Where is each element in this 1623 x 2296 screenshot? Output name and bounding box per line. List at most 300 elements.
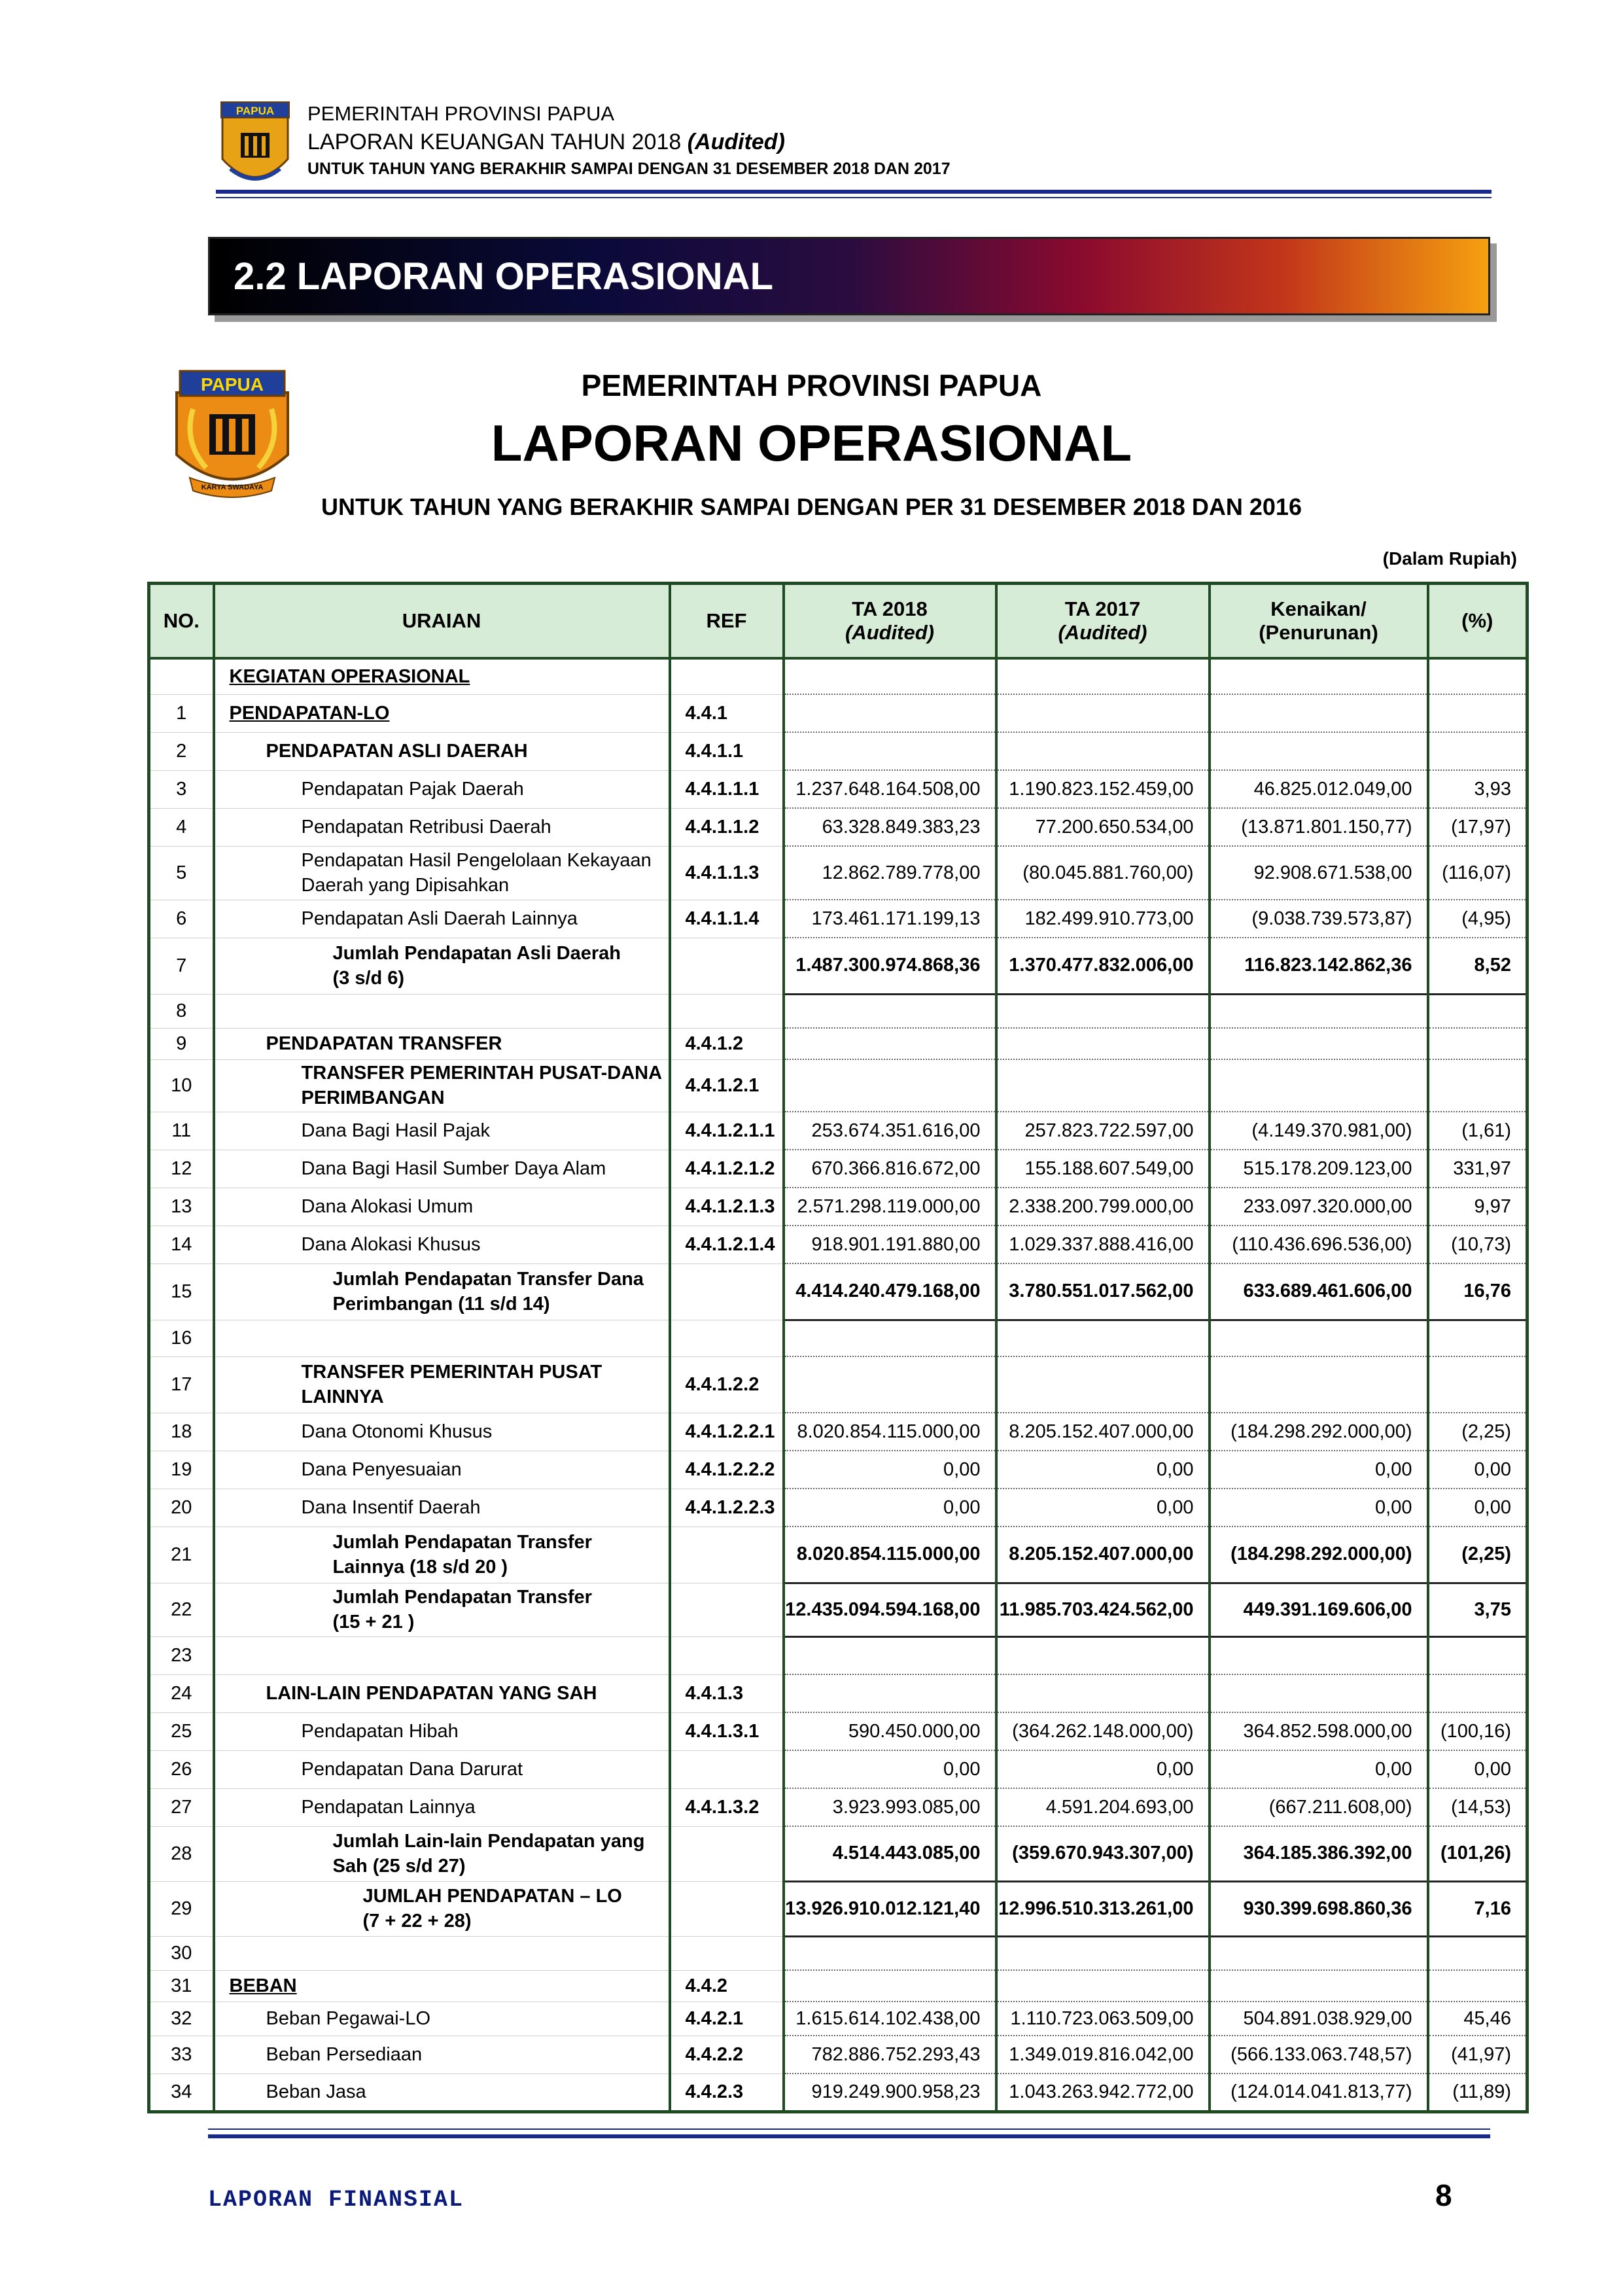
table-row bbox=[149, 694, 1527, 732]
row-pct: 0,00 bbox=[1428, 1750, 1527, 1788]
row-description-line: KEGIATAN OPERASIONAL bbox=[229, 666, 470, 688]
row-ref bbox=[670, 1936, 784, 1970]
row-number: 9 bbox=[149, 1028, 214, 1059]
table-row bbox=[149, 2002, 1527, 2036]
header-ta2017-audited: (Audited) bbox=[1058, 621, 1147, 644]
row-ta2017: 1.370.477.832.006,00 bbox=[996, 938, 1210, 994]
row-ref: 4.4.1.2.1.3 bbox=[670, 1188, 784, 1226]
row-description bbox=[214, 1356, 670, 1413]
row-pct bbox=[1428, 694, 1527, 732]
row-number: 19 bbox=[149, 1451, 214, 1489]
row-number: 4 bbox=[149, 808, 214, 846]
row-ta2018: 2.571.298.119.000,00 bbox=[784, 1188, 996, 1226]
header-report-main: LAPORAN KEUANGAN TAHUN 2018 bbox=[307, 130, 688, 154]
row-description bbox=[214, 1226, 670, 1263]
row-pct: (10,73) bbox=[1428, 1226, 1527, 1263]
header-ref: REF bbox=[670, 584, 784, 659]
row-change: 92.908.671.538,00 bbox=[1210, 846, 1428, 900]
table-row bbox=[149, 1826, 1527, 1881]
row-description bbox=[214, 1527, 670, 1583]
row-pct bbox=[1428, 1320, 1527, 1356]
table-row bbox=[149, 1881, 1527, 1936]
row-ta2017 bbox=[996, 1320, 1210, 1356]
table-body bbox=[149, 658, 1527, 2111]
row-ta2017: 77.200.650.534,00 bbox=[996, 808, 1210, 846]
row-pct: 3,75 bbox=[1428, 1583, 1527, 1636]
row-pct: (17,97) bbox=[1428, 808, 1527, 846]
row-ref: 4.4.1.2.2.2 bbox=[670, 1451, 784, 1489]
row-description bbox=[214, 1826, 670, 1881]
row-pct bbox=[1428, 1356, 1527, 1413]
row-ta2017: 1.043.263.942.772,00 bbox=[996, 2074, 1210, 2111]
row-ta2018: 13.926.910.012.121,40 bbox=[784, 1881, 996, 1936]
row-ta2017: 182.499.910.773,00 bbox=[996, 900, 1210, 938]
row-ta2018: 0,00 bbox=[784, 1489, 996, 1527]
row-ta2018 bbox=[784, 1674, 996, 1712]
row-ref bbox=[670, 994, 784, 1028]
row-ta2018 bbox=[784, 732, 996, 770]
row-ta2018: 918.901.191.880,00 bbox=[784, 1226, 996, 1263]
row-number: 30 bbox=[149, 1936, 214, 1970]
row-number: 14 bbox=[149, 1226, 214, 1263]
row-pct: (14,53) bbox=[1428, 1788, 1527, 1826]
table-row bbox=[149, 938, 1527, 994]
row-change bbox=[1210, 1356, 1428, 1413]
row-ref: 4.4.1.1.2 bbox=[670, 808, 784, 846]
row-pct: 45,46 bbox=[1428, 2002, 1527, 2036]
row-ta2017: 1.190.823.152.459,00 bbox=[996, 770, 1210, 808]
row-ta2018 bbox=[784, 1636, 996, 1674]
row-description-line: TRANSFER PEMERINTAH PUSAT-DANA bbox=[301, 1063, 663, 1084]
row-ref bbox=[670, 1750, 784, 1788]
row-ta2018: 1.237.648.164.508,00 bbox=[784, 770, 996, 808]
row-pct: (41,97) bbox=[1428, 2036, 1527, 2074]
row-ta2018: 0,00 bbox=[784, 1451, 996, 1489]
row-description bbox=[214, 1451, 670, 1489]
table-row bbox=[149, 1636, 1527, 1674]
row-ref: 4.4.2.1 bbox=[670, 2002, 784, 2036]
row-number: 28 bbox=[149, 1826, 214, 1881]
title-logo-text: PAPUA bbox=[201, 374, 264, 395]
row-ta2018 bbox=[784, 1936, 996, 1970]
row-ta2018 bbox=[784, 1028, 996, 1059]
row-description-line: Dana Otonomi Khusus bbox=[301, 1421, 493, 1442]
row-ta2018: 0,00 bbox=[784, 1750, 996, 1788]
row-description-line: Jumlah Pendapatan Transfer bbox=[332, 1587, 592, 1608]
row-description-line: TRANSFER PEMERINTAH PUSAT bbox=[301, 1362, 602, 1383]
row-ta2017: 0,00 bbox=[996, 1489, 1210, 1527]
row-description-line: Dana Alokasi Umum bbox=[301, 1196, 474, 1217]
row-number: 34 bbox=[149, 2074, 214, 2111]
row-description-line: Beban Jasa bbox=[266, 2081, 366, 2102]
header-report-audited: (Audited) bbox=[687, 130, 785, 154]
row-ta2017 bbox=[996, 694, 1210, 732]
row-ta2018 bbox=[784, 994, 996, 1028]
row-description bbox=[214, 658, 670, 694]
row-description-line: PERIMBANGAN bbox=[301, 1087, 445, 1108]
papua-crest-logo-small bbox=[216, 97, 294, 195]
row-ta2017: 8.205.152.407.000,00 bbox=[996, 1413, 1210, 1451]
table-row bbox=[149, 1226, 1527, 1263]
footer-rule-thin bbox=[208, 2128, 1490, 2130]
row-description-line: Pendapatan Dana Darurat bbox=[301, 1759, 523, 1780]
row-ta2017: 1.349.019.816.042,00 bbox=[996, 2036, 1210, 2074]
header-ta2018 bbox=[784, 584, 996, 659]
table-row bbox=[149, 1788, 1527, 1826]
row-ref: 4.4.1.2.1 bbox=[670, 1059, 784, 1112]
row-number bbox=[149, 658, 214, 694]
row-description bbox=[214, 1788, 670, 1826]
row-pct bbox=[1428, 1028, 1527, 1059]
row-change bbox=[1210, 732, 1428, 770]
row-change: (110.436.696.536,00) bbox=[1210, 1226, 1428, 1263]
row-number: 22 bbox=[149, 1583, 214, 1636]
row-description bbox=[214, 2036, 670, 2074]
row-ta2017: 12.996.510.313.261,00 bbox=[996, 1881, 1210, 1936]
table-row bbox=[149, 1263, 1527, 1320]
row-description bbox=[214, 1112, 670, 1150]
row-ref bbox=[670, 1826, 784, 1881]
table-row bbox=[149, 994, 1527, 1028]
row-change bbox=[1210, 1059, 1428, 1112]
row-ref: 4.4.2.3 bbox=[670, 2074, 784, 2111]
row-pct bbox=[1428, 1936, 1527, 1970]
row-description bbox=[214, 2002, 670, 2036]
row-pct: 331,97 bbox=[1428, 1150, 1527, 1188]
row-ref: 4.4.1.3 bbox=[670, 1674, 784, 1712]
row-change: 364.852.598.000,00 bbox=[1210, 1712, 1428, 1750]
row-description-line: (15 + 21 ) bbox=[332, 1612, 415, 1633]
row-change: 504.891.038.929,00 bbox=[1210, 2002, 1428, 2036]
row-description-line: Pendapatan Pajak Daerah bbox=[301, 779, 524, 800]
row-ta2017 bbox=[996, 1059, 1210, 1112]
row-change bbox=[1210, 1320, 1428, 1356]
row-pct: (100,16) bbox=[1428, 1712, 1527, 1750]
row-ta2017: 1.110.723.063.509,00 bbox=[996, 2002, 1210, 2036]
row-number: 21 bbox=[149, 1527, 214, 1583]
row-pct: (1,61) bbox=[1428, 1112, 1527, 1150]
row-change: 449.391.169.606,00 bbox=[1210, 1583, 1428, 1636]
row-number: 16 bbox=[149, 1320, 214, 1356]
row-pct bbox=[1428, 1636, 1527, 1674]
row-ta2018 bbox=[784, 1356, 996, 1413]
row-change: 233.097.320.000,00 bbox=[1210, 1188, 1428, 1226]
row-description bbox=[214, 1970, 670, 2002]
row-change bbox=[1210, 1936, 1428, 1970]
row-ta2017 bbox=[996, 1936, 1210, 1970]
row-ref bbox=[670, 658, 784, 694]
row-description bbox=[214, 1674, 670, 1712]
row-pct bbox=[1428, 1970, 1527, 2002]
table-row bbox=[149, 1028, 1527, 1059]
row-description bbox=[214, 1489, 670, 1527]
row-ta2017: (364.262.148.000,00) bbox=[996, 1712, 1210, 1750]
row-description-line: Perimbangan (11 s/d 14) bbox=[332, 1294, 550, 1315]
row-change bbox=[1210, 1674, 1428, 1712]
row-ta2017 bbox=[996, 994, 1210, 1028]
row-number: 10 bbox=[149, 1059, 214, 1112]
table-header-row bbox=[149, 584, 1527, 659]
row-description-line: Pendapatan Hasil Pengelolaan Kekayaan bbox=[301, 850, 652, 871]
row-description bbox=[214, 994, 670, 1028]
row-ta2017 bbox=[996, 1674, 1210, 1712]
row-ref: 4.4.2.2 bbox=[670, 2036, 784, 2074]
row-ref: 4.4.1.2.2.1 bbox=[670, 1413, 784, 1451]
row-pct bbox=[1428, 732, 1527, 770]
table-row bbox=[149, 1712, 1527, 1750]
row-ta2017: 11.985.703.424.562,00 bbox=[996, 1583, 1210, 1636]
header-period: UNTUK TAHUN YANG BERAKHIR SAMPAI DENGAN 31 DESEMBER 2018 DAN 2017 bbox=[307, 160, 951, 178]
row-change bbox=[1210, 694, 1428, 732]
row-pct: (2,25) bbox=[1428, 1413, 1527, 1451]
row-number: 31 bbox=[149, 1970, 214, 2002]
row-ref bbox=[670, 1636, 784, 1674]
row-ta2018: 782.886.752.293,43 bbox=[784, 2036, 996, 2074]
row-description-line: Dana Penyesuaian bbox=[301, 1459, 462, 1480]
table-row bbox=[149, 1583, 1527, 1636]
header-entity: PEMERINTAH PROVINSI PAPUA bbox=[307, 102, 615, 125]
row-description bbox=[214, 1263, 670, 1320]
row-ref: 4.4.1.1.3 bbox=[670, 846, 784, 900]
currency-unit: (Dalam Rupiah) bbox=[1382, 548, 1517, 569]
row-number: 8 bbox=[149, 994, 214, 1028]
row-description bbox=[214, 1413, 670, 1451]
row-ref: 4.4.1.1 bbox=[670, 732, 784, 770]
table-row bbox=[149, 1112, 1527, 1150]
row-description-line: Beban Pegawai-LO bbox=[266, 2008, 430, 2029]
row-pct: (101,26) bbox=[1428, 1826, 1527, 1881]
report-entity: PEMERINTAH PROVINSI PAPUA bbox=[581, 368, 1042, 402]
row-number: 27 bbox=[149, 1788, 214, 1826]
row-pct: 16,76 bbox=[1428, 1263, 1527, 1320]
row-ta2018: 253.674.351.616,00 bbox=[784, 1112, 996, 1150]
row-change: (4.149.370.981,00) bbox=[1210, 1112, 1428, 1150]
row-number: 23 bbox=[149, 1636, 214, 1674]
row-description-line: Sah (25 s/d 27) bbox=[332, 1856, 466, 1877]
row-pct: (116,07) bbox=[1428, 846, 1527, 900]
row-number: 7 bbox=[149, 938, 214, 994]
row-number: 5 bbox=[149, 846, 214, 900]
table-row bbox=[149, 1188, 1527, 1226]
row-pct: (2,25) bbox=[1428, 1527, 1527, 1583]
row-description bbox=[214, 732, 670, 770]
row-description-line: Dana Insentif Daerah bbox=[301, 1497, 481, 1518]
header-ta2018-audited: (Audited) bbox=[845, 621, 935, 644]
row-description bbox=[214, 1712, 670, 1750]
row-ta2018: 590.450.000,00 bbox=[784, 1712, 996, 1750]
row-number: 29 bbox=[149, 1881, 214, 1936]
row-description bbox=[214, 2074, 670, 2111]
row-description bbox=[214, 1636, 670, 1674]
page-number: 8 bbox=[1435, 2178, 1452, 2212]
row-ref bbox=[670, 1320, 784, 1356]
row-change: (9.038.739.573,87) bbox=[1210, 900, 1428, 938]
row-description bbox=[214, 694, 670, 732]
row-ta2017: (80.045.881.760,00) bbox=[996, 846, 1210, 900]
row-number: 6 bbox=[149, 900, 214, 938]
report-title: LAPORAN OPERASIONAL bbox=[491, 414, 1132, 472]
row-description-line: BEBAN bbox=[229, 1975, 297, 1996]
row-description-line: Dana Bagi Hasil Pajak bbox=[301, 1120, 491, 1141]
row-change: 0,00 bbox=[1210, 1451, 1428, 1489]
table-row bbox=[149, 1451, 1527, 1489]
logo-text: PAPUA bbox=[236, 105, 275, 117]
row-number: 33 bbox=[149, 2036, 214, 2074]
row-ta2017 bbox=[996, 1356, 1210, 1413]
row-description bbox=[214, 770, 670, 808]
row-ta2018: 8.020.854.115.000,00 bbox=[784, 1413, 996, 1451]
row-ref: 4.4.1.3.1 bbox=[670, 1712, 784, 1750]
row-pct: 0,00 bbox=[1428, 1451, 1527, 1489]
table-row bbox=[149, 1970, 1527, 2002]
row-ta2017: 155.188.607.549,00 bbox=[996, 1150, 1210, 1188]
table-row bbox=[149, 846, 1527, 900]
row-description-line: Pendapatan Asli Daerah Lainnya bbox=[301, 908, 578, 929]
row-change: 0,00 bbox=[1210, 1750, 1428, 1788]
row-change: (184.298.292.000,00) bbox=[1210, 1527, 1428, 1583]
row-description bbox=[214, 1059, 670, 1112]
row-description-line: LAIN-LAIN PENDAPATAN YANG SAH bbox=[266, 1683, 597, 1704]
row-number: 18 bbox=[149, 1413, 214, 1451]
row-change: 930.399.698.860,36 bbox=[1210, 1881, 1428, 1936]
row-number: 11 bbox=[149, 1112, 214, 1150]
row-description bbox=[214, 938, 670, 994]
header-rule-thick bbox=[216, 190, 1492, 194]
row-ta2018 bbox=[784, 694, 996, 732]
row-description bbox=[214, 808, 670, 846]
row-description-line: Jumlah Pendapatan Asli Daerah bbox=[332, 943, 621, 964]
row-ta2018: 12.435.094.594.168,00 bbox=[784, 1583, 996, 1636]
row-change: (667.211.608,00) bbox=[1210, 1788, 1428, 1826]
row-pct: 7,16 bbox=[1428, 1881, 1527, 1936]
row-ta2017 bbox=[996, 732, 1210, 770]
row-number: 26 bbox=[149, 1750, 214, 1788]
row-ref bbox=[670, 1527, 784, 1583]
row-number: 25 bbox=[149, 1712, 214, 1750]
row-description-line: PENDAPATAN TRANSFER bbox=[266, 1033, 502, 1054]
header-ta2017 bbox=[996, 584, 1210, 659]
row-change bbox=[1210, 994, 1428, 1028]
row-description-line: Lainnya (18 s/d 20 ) bbox=[332, 1557, 508, 1578]
row-number: 2 bbox=[149, 732, 214, 770]
section-banner bbox=[208, 237, 1490, 315]
row-description-line: Pendapatan Hibah bbox=[301, 1721, 459, 1742]
row-description-line: LAINNYA bbox=[301, 1386, 384, 1407]
table-row bbox=[149, 1356, 1527, 1413]
row-ref: 4.4.1 bbox=[670, 694, 784, 732]
row-description-line: Pendapatan Lainnya bbox=[301, 1797, 476, 1818]
row-ta2017 bbox=[996, 1028, 1210, 1059]
row-ref bbox=[670, 1583, 784, 1636]
table-row bbox=[149, 1150, 1527, 1188]
header-change bbox=[1210, 584, 1428, 659]
footer-rule-thick bbox=[208, 2134, 1490, 2138]
row-change: 633.689.461.606,00 bbox=[1210, 1263, 1428, 1320]
row-ref: 4.4.2 bbox=[670, 1970, 784, 2002]
row-change bbox=[1210, 1970, 1428, 2002]
row-ta2017: 8.205.152.407.000,00 bbox=[996, 1527, 1210, 1583]
row-ta2017: (359.670.943.307,00) bbox=[996, 1826, 1210, 1881]
row-ref: 4.4.1.2.1.4 bbox=[670, 1226, 784, 1263]
row-description bbox=[214, 1320, 670, 1356]
table-row bbox=[149, 1059, 1527, 1112]
row-pct bbox=[1428, 994, 1527, 1028]
row-number: 24 bbox=[149, 1674, 214, 1712]
row-pct bbox=[1428, 1674, 1527, 1712]
row-description bbox=[214, 1881, 670, 1936]
table-row bbox=[149, 1674, 1527, 1712]
row-change: (13.871.801.150,77) bbox=[1210, 808, 1428, 846]
row-pct bbox=[1428, 1059, 1527, 1112]
row-ref bbox=[670, 1263, 784, 1320]
header-uraian: URAIAN bbox=[214, 584, 670, 659]
row-description-line: PENDAPATAN-LO bbox=[229, 703, 390, 724]
row-pct: 0,00 bbox=[1428, 1489, 1527, 1527]
row-pct: 9,97 bbox=[1428, 1188, 1527, 1226]
row-ta2018: 1.487.300.974.868,36 bbox=[784, 938, 996, 994]
row-ta2018: 670.366.816.672,00 bbox=[784, 1150, 996, 1188]
row-pct: (11,89) bbox=[1428, 2074, 1527, 2111]
table-row bbox=[149, 732, 1527, 770]
header-ta2018-year: TA 2018 bbox=[852, 597, 928, 620]
row-number: 12 bbox=[149, 1150, 214, 1188]
row-description bbox=[214, 900, 670, 938]
header-ta2017-year: TA 2017 bbox=[1064, 597, 1141, 620]
table-row bbox=[149, 770, 1527, 808]
row-description-line: JUMLAH PENDAPATAN – LO bbox=[362, 1886, 622, 1907]
row-ta2018 bbox=[784, 658, 996, 694]
header-no: NO. bbox=[149, 584, 214, 659]
row-number: 1 bbox=[149, 694, 214, 732]
row-number: 3 bbox=[149, 770, 214, 808]
table-row bbox=[149, 1527, 1527, 1583]
row-description-line: Pendapatan Retribusi Daerah bbox=[301, 817, 551, 838]
row-pct: 3,93 bbox=[1428, 770, 1527, 808]
row-description-line: PENDAPATAN ASLI DAERAH bbox=[266, 741, 528, 762]
row-ta2017 bbox=[996, 658, 1210, 694]
row-ref: 4.4.1.2.1.2 bbox=[670, 1150, 784, 1188]
row-description bbox=[214, 1028, 670, 1059]
table-row bbox=[149, 2036, 1527, 2074]
row-ref: 4.4.1.2 bbox=[670, 1028, 784, 1059]
row-ta2017: 0,00 bbox=[996, 1451, 1210, 1489]
row-description-line: Jumlah Lain-lain Pendapatan yang bbox=[332, 1831, 645, 1852]
row-ta2018: 8.020.854.115.000,00 bbox=[784, 1527, 996, 1583]
row-ref: 4.4.1.2.1.1 bbox=[670, 1112, 784, 1150]
row-description bbox=[214, 1936, 670, 1970]
row-ta2018 bbox=[784, 1059, 996, 1112]
row-number: 20 bbox=[149, 1489, 214, 1527]
row-number: 17 bbox=[149, 1356, 214, 1413]
row-description bbox=[214, 1750, 670, 1788]
row-change bbox=[1210, 1028, 1428, 1059]
row-change: (566.133.063.748,57) bbox=[1210, 2036, 1428, 2074]
row-description-line: Dana Alokasi Khusus bbox=[301, 1234, 481, 1255]
row-ta2018: 12.862.789.778,00 bbox=[784, 846, 996, 900]
row-description-line: Beban Persediaan bbox=[266, 2044, 423, 2065]
row-description bbox=[214, 1583, 670, 1636]
table-row bbox=[149, 1320, 1527, 1356]
table-row bbox=[149, 1750, 1527, 1788]
row-ta2018: 4.514.443.085,00 bbox=[784, 1826, 996, 1881]
row-pct: (4,95) bbox=[1428, 900, 1527, 938]
row-ta2017 bbox=[996, 1636, 1210, 1674]
row-change: 46.825.012.049,00 bbox=[1210, 770, 1428, 808]
table-row bbox=[149, 808, 1527, 846]
row-ta2018: 919.249.900.958,23 bbox=[784, 2074, 996, 2111]
title-logo-motto: KARYA SWADAYA bbox=[201, 484, 264, 491]
row-ref: 4.4.1.2.2.3 bbox=[670, 1489, 784, 1527]
